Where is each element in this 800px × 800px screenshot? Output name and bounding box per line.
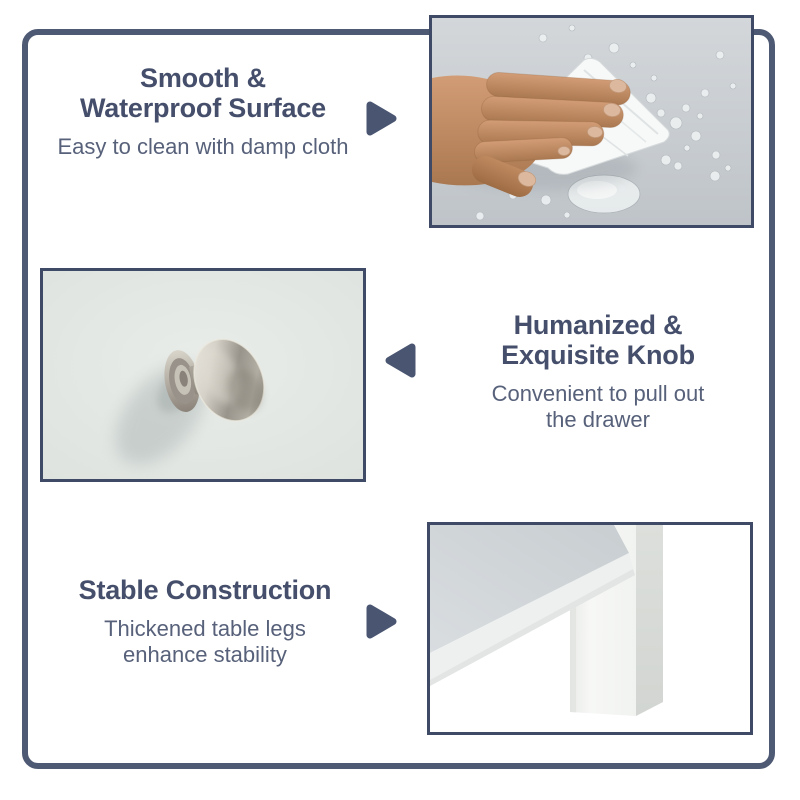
title-line: Smooth & xyxy=(140,63,266,93)
desc-line: the drawer xyxy=(546,407,650,432)
arrow-right-icon xyxy=(362,97,400,140)
table-leg-illustration xyxy=(430,525,750,732)
feature-title-construction xyxy=(45,575,365,605)
desc-line: Thickened table legs xyxy=(104,616,306,641)
photo-panel-table-leg xyxy=(427,522,753,735)
arrow-left-icon xyxy=(382,339,420,382)
hand-wiping-illustration xyxy=(432,18,751,225)
knob-illustration xyxy=(43,271,363,479)
photo-panel-waterproof-surface xyxy=(429,15,754,228)
feature-description-construction xyxy=(45,616,365,668)
desc-line: Convenient to pull out xyxy=(491,381,705,406)
title-line: Exquisite Knob xyxy=(501,340,695,370)
arrow-right-glyph xyxy=(362,97,400,140)
feature-description-waterproof xyxy=(40,134,366,160)
title-line: Stable Construction xyxy=(78,575,332,605)
desc-line: enhance stability xyxy=(123,642,287,667)
feature-text-waterproof xyxy=(40,63,366,160)
photo-panel-knob xyxy=(40,268,366,482)
feature-text-knob xyxy=(428,310,768,433)
feature-text-construction xyxy=(45,575,365,668)
arrow-left-glyph xyxy=(382,339,420,382)
feature-title-waterproof xyxy=(40,63,366,123)
feature-title-knob xyxy=(428,310,768,370)
arrow-right-glyph xyxy=(362,600,400,643)
arrow-right-icon xyxy=(362,600,400,643)
feature-description-knob xyxy=(428,381,768,433)
title-line: Humanized & xyxy=(513,310,683,340)
title-line: Waterproof Surface xyxy=(80,93,326,123)
desc-line: Easy to clean with damp cloth xyxy=(57,134,349,159)
